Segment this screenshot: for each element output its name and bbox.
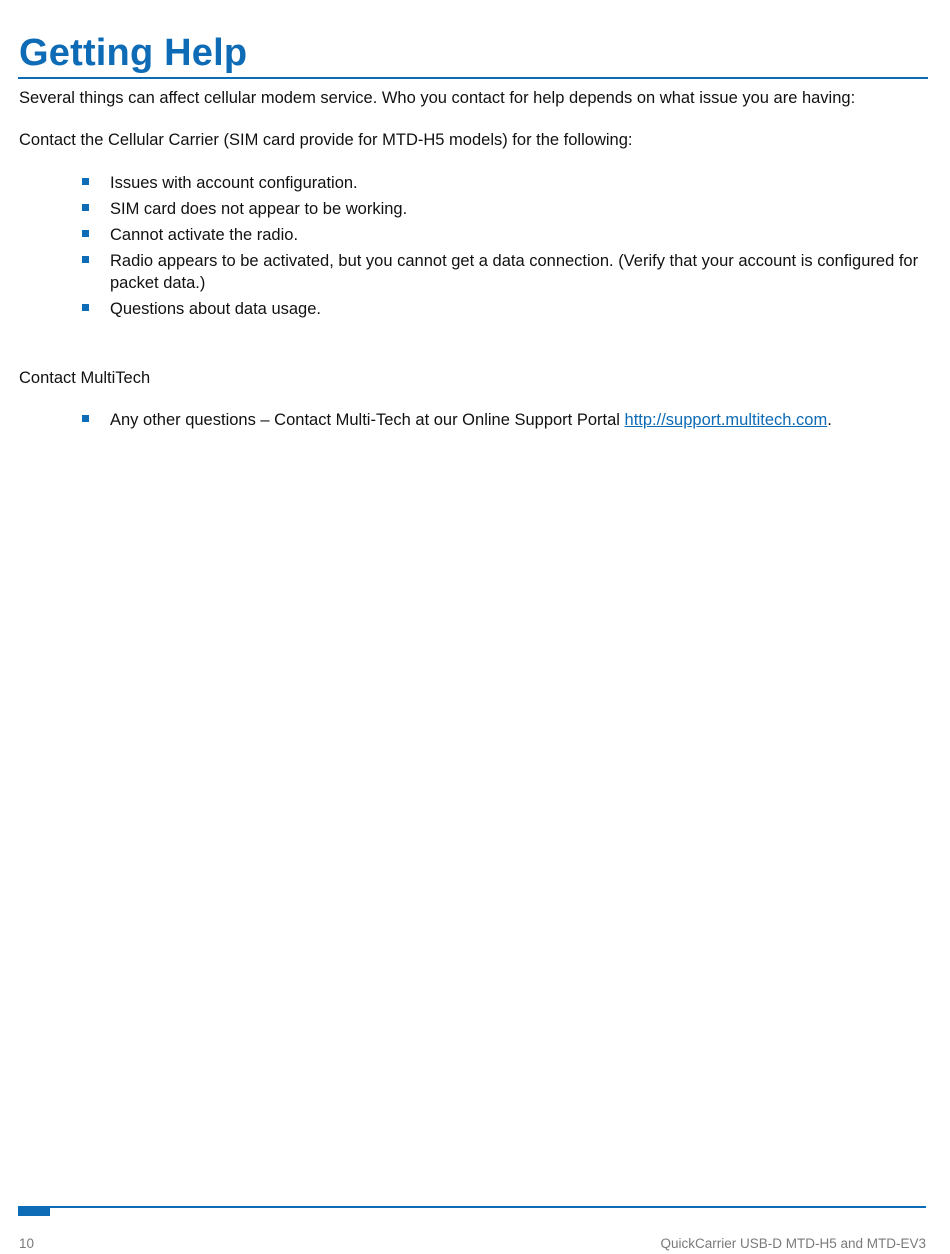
- heading-divider: [18, 77, 928, 79]
- multitech-lead-paragraph: Contact MultiTech: [19, 369, 151, 387]
- list-item-text: Any other questions – Contact Multi-Tech at our Online Support Portal: [110, 411, 625, 429]
- list-item-text: Questions about data usage.: [110, 300, 321, 318]
- list-item-text: Radio appears to be activated, but you cannot get a data connection. (Verify that your account is configured for packet data.): [110, 252, 919, 292]
- carrier-lead-paragraph: Contact the Cellular Carrier (SIM card provide for MTD-H5 models) for the following:: [19, 131, 633, 149]
- support-portal-link[interactable]: http://support.multitech.com: [624, 411, 828, 429]
- square-bullet-icon: [82, 230, 89, 237]
- list-item-suffix: .: [827, 411, 832, 429]
- list-item: [0, 298, 922, 320]
- square-bullet-icon: [82, 204, 89, 211]
- list-item-text: Issues with account configuration.: [110, 174, 358, 192]
- list-item-text: Cannot activate the radio.: [110, 226, 299, 244]
- page-number: 10: [19, 1236, 35, 1251]
- list-item: [0, 409, 922, 431]
- intro-paragraph: Several things can affect cellular modem service. Who you contact for help depends on what issue you are having:: [19, 89, 856, 107]
- footer-doc-title: QuickCarrier USB-D MTD-H5 and MTD-EV3: [660, 1236, 926, 1251]
- list-item: [0, 250, 922, 294]
- multitech-list: [0, 409, 922, 435]
- footer-accent-block: [18, 1206, 50, 1216]
- list-item-text: SIM card does not appear to be working.: [110, 200, 408, 218]
- square-bullet-icon: [82, 304, 89, 311]
- square-bullet-icon: [82, 178, 89, 185]
- list-item: [0, 198, 922, 220]
- list-item: [0, 172, 922, 194]
- square-bullet-icon: [82, 256, 89, 263]
- carrier-issue-list: [0, 172, 922, 324]
- page-heading: Getting Help: [19, 32, 248, 74]
- list-item: [0, 224, 922, 246]
- square-bullet-icon: [82, 415, 89, 422]
- footer-divider: [18, 1206, 926, 1208]
